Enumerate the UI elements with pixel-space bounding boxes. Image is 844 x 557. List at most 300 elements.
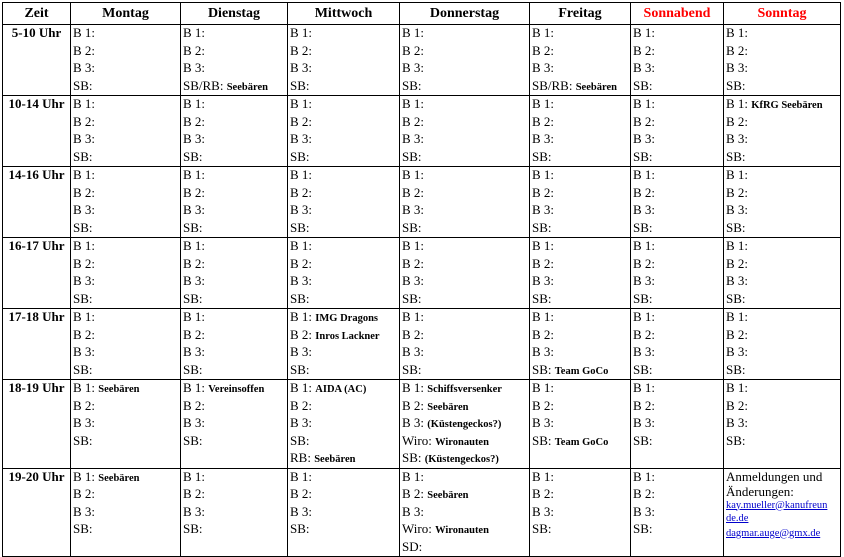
booking-slot (633, 273, 721, 291)
cell-dienstag (181, 468, 288, 557)
booking-slot (183, 149, 285, 167)
slot-label: B 2: (183, 326, 206, 342)
booking-slot (726, 415, 838, 433)
booking-slot (726, 185, 838, 203)
booking-slot (532, 398, 628, 416)
slot-label: B 3: (73, 273, 96, 288)
slot-label: B 2: (633, 326, 656, 342)
slot-label: SB: (290, 148, 310, 164)
booking-slot (633, 185, 721, 203)
slot-label: SB: (726, 432, 746, 448)
booking-slot (726, 131, 838, 149)
booking-slot (290, 78, 397, 96)
slot-label: B 3: (726, 202, 749, 217)
slot-label: B 2: (633, 397, 656, 413)
booking-slot (73, 114, 178, 132)
cell-freitag (530, 167, 631, 238)
slot-label: B 3: (532, 415, 555, 430)
booking-slot (402, 362, 527, 380)
slot-label: B 1: (183, 25, 206, 40)
header-row (3, 3, 841, 25)
slot-label: SB: (726, 290, 746, 306)
booking-slot (73, 433, 178, 451)
booking-slot (532, 380, 628, 398)
slot-label: SB: (183, 361, 203, 377)
slot-label: B 3: (402, 60, 425, 75)
booking-slot (73, 43, 178, 61)
slot-label: B 1: (633, 238, 656, 253)
booking-slot (402, 185, 527, 203)
slot-label: B 3: (532, 202, 555, 217)
cell-montag (71, 238, 181, 309)
cell-dienstag (181, 96, 288, 167)
slot-label: B 1: (73, 468, 96, 484)
slot-label: B 2: (402, 397, 425, 413)
booking-slot (73, 149, 178, 167)
slot-label: B 3: (402, 273, 425, 288)
booking-slot (73, 167, 178, 185)
booking-slot (402, 273, 527, 291)
slot-label: B 1: (402, 238, 425, 253)
slot-label: B 1: (532, 96, 555, 111)
slot-label: B 3: (183, 415, 206, 430)
slot-label: B 2: (73, 113, 96, 129)
cell-montag (71, 167, 181, 238)
booking-slot (183, 60, 285, 78)
cell-freitag (530, 309, 631, 380)
email-link-dagmar[interactable]: dagmar.auge@gmx.de (726, 527, 821, 539)
slot-label: B 2: (290, 184, 313, 200)
slot-label: B 3: (290, 131, 313, 146)
slot-club: Inros Lackner (315, 330, 380, 342)
booking-slot (183, 344, 285, 362)
cell-freitag (530, 468, 631, 557)
slot-club: Seebären (226, 81, 268, 93)
slot-label: SB: (633, 148, 653, 164)
booking-slot (290, 202, 397, 220)
slot-label: B 2: (290, 326, 313, 342)
booking-slot (633, 238, 721, 256)
cell-donnerstag (400, 25, 530, 96)
slot-label: B 2: (73, 326, 96, 342)
cell-montag (71, 468, 181, 557)
slot-label: SB: (532, 290, 552, 306)
booking-slot (633, 131, 721, 149)
booking-slot (402, 256, 527, 274)
cell-sonnabend (631, 25, 724, 96)
slot-label: B 3: (633, 344, 656, 359)
slot-label: B 2: (532, 326, 555, 342)
cell-freitag (530, 25, 631, 96)
slot-label: SB: (633, 219, 653, 235)
slot-label: SB: (532, 432, 552, 448)
cell-sonntag (724, 238, 841, 309)
slot-label: B 3: (532, 503, 555, 519)
booking-slot (633, 43, 721, 61)
booking-slot (532, 433, 628, 451)
slot-label: B 3: (290, 202, 313, 217)
slot-label: B 3: (726, 131, 749, 146)
slot-label: SB: (290, 432, 310, 448)
booking-slot (532, 60, 628, 78)
booking-slot (290, 114, 397, 132)
slot-label: Wiro: (402, 521, 432, 536)
cell-donnerstag (400, 238, 530, 309)
booking-slot (726, 43, 838, 61)
booking-slot (402, 380, 527, 398)
slot-label: B 2: (726, 42, 749, 58)
booking-slot (402, 344, 527, 362)
cell-donnerstag (400, 96, 530, 167)
notice-text: Anmeldungen und Änderungen: (726, 468, 823, 499)
booking-slot (726, 344, 838, 362)
slot-label: B 2: (402, 486, 425, 501)
slot-label: B 2: (402, 326, 425, 342)
slot-label: B 2: (532, 397, 555, 413)
slot-label: SB: (532, 219, 552, 235)
booking-slot (726, 60, 838, 78)
slot-label: B 3: (73, 202, 96, 217)
booking-slot (183, 291, 285, 309)
slot-label: B 2: (633, 42, 656, 58)
booking-slot (532, 238, 628, 256)
booking-slot (402, 327, 527, 345)
slot-label: B 2: (726, 326, 749, 342)
slot-label: SB: (402, 290, 422, 306)
slot-label: SB: (290, 521, 310, 536)
booking-slot (73, 78, 178, 96)
cell-sonntag-notice (724, 468, 841, 557)
slot-label: B 3: (73, 415, 96, 430)
slot-label: SB: (73, 432, 93, 448)
booking-slot (183, 469, 285, 487)
booking-slot (183, 167, 285, 185)
slot-label: B 1: (183, 380, 206, 395)
booking-slot (402, 238, 527, 256)
slot-label: SD: (402, 538, 423, 554)
booking-slot (402, 504, 527, 522)
slot-label: B 1: (402, 25, 425, 40)
slot-label: B 2: (532, 42, 555, 58)
booking-slot (183, 327, 285, 345)
time-slot-label: 18-19 Uhr (3, 380, 71, 469)
slot-label: B 3: (726, 415, 749, 430)
cell-freitag (530, 380, 631, 469)
booking-slot (532, 131, 628, 149)
booking-slot (726, 327, 838, 345)
booking-slot (532, 185, 628, 203)
booking-slot (183, 43, 285, 61)
schedule-row (3, 238, 841, 309)
booking-slot (532, 469, 628, 487)
slot-label: SB: (183, 521, 203, 536)
slot-label: SB/RB: (532, 77, 573, 93)
email-link-kay-part1[interactable]: kay.mueller@kanufreun (726, 499, 828, 511)
booking-slot (532, 362, 628, 380)
slot-label: B 1: (73, 380, 96, 395)
slot-label: B 1: (633, 380, 656, 395)
booking-slot (73, 238, 178, 256)
booking-slot (402, 433, 527, 451)
booking-slot (183, 220, 285, 238)
booking-slot (402, 398, 527, 416)
booking-slot (633, 25, 721, 43)
booking-slot (532, 504, 628, 522)
booking-slot (183, 256, 285, 274)
header-sonntag: Sonntag (724, 3, 841, 25)
booking-slot (73, 273, 178, 291)
booking-slot (402, 25, 527, 43)
cell-donnerstag (400, 167, 530, 238)
slot-label: B 1: (402, 309, 425, 324)
booking-slot (290, 344, 397, 362)
slot-label: B 1: (73, 25, 96, 40)
slot-label: SB: (726, 219, 746, 235)
slot-label: B 2: (402, 42, 425, 58)
booking-slot (402, 114, 527, 132)
slot-label: B 3: (73, 344, 96, 359)
slot-club: Team GoCo (554, 436, 609, 448)
booking-slot (73, 415, 178, 433)
slot-club: Seebären (575, 81, 617, 93)
header-mittwoch: Mittwoch (288, 3, 400, 25)
slot-label: B 2: (183, 42, 206, 58)
booking-slot (73, 504, 178, 522)
slot-label: B 3: (633, 503, 656, 519)
booking-slot (532, 486, 628, 504)
slot-label: B 2: (532, 486, 555, 501)
slot-label: B 3: (633, 60, 656, 75)
booking-slot (633, 521, 721, 539)
booking-slot (532, 291, 628, 309)
slot-label: B 3: (183, 131, 206, 146)
slot-label: B 2: (633, 184, 656, 200)
booking-slot (290, 486, 397, 504)
booking-slot (183, 131, 285, 149)
slot-label: B 2: (290, 42, 313, 58)
booking-slot (633, 202, 721, 220)
booking-slot (532, 202, 628, 220)
slot-label: B 1: (402, 380, 425, 395)
booking-slot (532, 220, 628, 238)
booking-slot (183, 114, 285, 132)
booking-slot (402, 450, 527, 468)
booking-slot (633, 256, 721, 274)
cell-mittwoch (288, 25, 400, 96)
header-freitag: Freitag (530, 3, 631, 25)
time-slot-label: 16-17 Uhr (3, 238, 71, 309)
header-zeit: Zeit (3, 3, 71, 25)
time-slot-label: 5-10 Uhr (3, 25, 71, 96)
booking-slot (290, 238, 397, 256)
booking-slot (183, 273, 285, 291)
cell-montag (71, 25, 181, 96)
slot-label: B 3: (290, 503, 313, 519)
cell-montag (71, 380, 181, 469)
schedule-row (3, 96, 841, 167)
slot-label: SB: (73, 148, 93, 164)
slot-label: B 2: (633, 255, 656, 271)
cell-mittwoch (288, 238, 400, 309)
booking-slot (183, 202, 285, 220)
slot-label: B 1: (633, 167, 656, 182)
cell-mittwoch (288, 380, 400, 469)
booking-slot (73, 327, 178, 345)
slot-label: SB: (633, 77, 653, 93)
booking-slot (73, 362, 178, 380)
booking-slot (73, 220, 178, 238)
slot-label: B 1: (73, 167, 96, 182)
slot-label: B 1: (402, 167, 425, 182)
cell-donnerstag (400, 380, 530, 469)
cell-sonnabend (631, 309, 724, 380)
booking-slot (183, 25, 285, 43)
slot-label: B 1: (183, 96, 206, 111)
slot-label: SB: (633, 361, 653, 377)
slot-club: IMG Dragons (315, 313, 379, 324)
booking-slot (183, 380, 285, 398)
time-slot-label: 17-18 Uhr (3, 309, 71, 380)
slot-label: B 1: (402, 468, 425, 484)
slot-label: B 1: (532, 238, 555, 253)
slot-label: B 2: (402, 113, 425, 129)
slot-label: B 1: (290, 167, 313, 182)
slot-label: B 2: (73, 397, 96, 413)
booking-slot (183, 433, 285, 451)
slot-label: B 3: (633, 273, 656, 288)
slot-label: B 1: (290, 309, 313, 324)
slot-label: SB: (290, 290, 310, 306)
slot-label: SB: (402, 77, 422, 93)
booking-slot (633, 114, 721, 132)
slot-label: B 3: (183, 503, 206, 519)
slot-label: SB: (73, 77, 93, 93)
time-slot-label: 14-16 Uhr (3, 167, 71, 238)
schedule-row (3, 25, 841, 96)
slot-label: B 2: (726, 255, 749, 271)
slot-label: SB: (290, 219, 310, 235)
booking-slot (633, 96, 721, 114)
booking-slot (290, 185, 397, 203)
booking-slot (532, 309, 628, 327)
booking-slot (73, 25, 178, 43)
slot-label: B 3: (402, 131, 425, 146)
slot-label: B 1: (73, 238, 96, 253)
slot-label: SB: (402, 361, 422, 377)
slot-label: B 3: (73, 131, 96, 146)
booking-slot (532, 96, 628, 114)
slot-label: B 3: (532, 60, 555, 75)
slot-label: B 1: (633, 309, 656, 324)
booking-slot (73, 291, 178, 309)
booking-slot (532, 78, 628, 96)
booking-slot (183, 398, 285, 416)
slot-label: B 1: (633, 468, 656, 484)
booking-slot (726, 273, 838, 291)
booking-slot (290, 273, 397, 291)
slot-label: B 2: (183, 255, 206, 271)
cell-mittwoch (288, 96, 400, 167)
slot-label: SB: (402, 450, 422, 465)
slot-label: SB: (633, 290, 653, 306)
slot-label: B 2: (726, 397, 749, 413)
header-dienstag: Dienstag (181, 3, 288, 25)
slot-label: B 2: (73, 42, 96, 58)
slot-label: B 2: (290, 397, 313, 413)
slot-label: B 1: (726, 380, 749, 395)
booking-slot (290, 521, 397, 539)
booking-slot (290, 256, 397, 274)
slot-label: B 3: (726, 60, 749, 75)
booking-slot (290, 25, 397, 43)
booking-slot (726, 398, 838, 416)
booking-slot (633, 380, 721, 398)
slot-label: B 3: (633, 415, 656, 430)
slot-label: SB: (726, 361, 746, 377)
booking-slot (726, 309, 838, 327)
slot-label: B 1: (633, 25, 656, 40)
cell-mittwoch (288, 167, 400, 238)
booking-slot (402, 202, 527, 220)
booking-slot (726, 362, 838, 380)
booking-slot (290, 167, 397, 185)
booking-slot (726, 78, 838, 96)
slot-label: B 2: (73, 184, 96, 200)
booking-slot (532, 149, 628, 167)
slot-label: B 3: (402, 202, 425, 217)
slot-label: B 2: (290, 486, 313, 501)
booking-slot (290, 362, 397, 380)
booking-slot (290, 131, 397, 149)
booking-slot (73, 256, 178, 274)
slot-label: B 1: (726, 96, 749, 111)
booking-slot (402, 78, 527, 96)
booking-slot (532, 415, 628, 433)
slot-club: KfRG Seebären (751, 100, 823, 111)
cell-sonnabend (631, 380, 724, 469)
booking-slot (402, 469, 527, 487)
cell-donnerstag (400, 309, 530, 380)
header-donnerstag: Donnerstag (400, 3, 530, 25)
booking-slot (726, 291, 838, 309)
booking-slot (402, 521, 527, 539)
booking-slot (73, 380, 178, 398)
slot-label: B 3: (73, 503, 96, 519)
email-link-kay[interactable] (726, 499, 838, 525)
slot-label: B 1: (183, 238, 206, 253)
booking-slot (73, 202, 178, 220)
slot-label: B 1: (726, 309, 749, 324)
booking-slot (633, 78, 721, 96)
booking-slot (290, 380, 397, 398)
cell-mittwoch (288, 468, 400, 557)
booking-slot (402, 539, 527, 557)
booking-slot (402, 415, 527, 433)
booking-slot (633, 398, 721, 416)
email-link-kay-part2[interactable]: de.de (726, 512, 749, 524)
booking-slot (726, 433, 838, 451)
booking-slot (402, 291, 527, 309)
slot-club: Wironauten (435, 525, 489, 536)
booking-slot (726, 149, 838, 167)
slot-label: B 3: (633, 202, 656, 217)
slot-label: B 3: (290, 273, 313, 288)
booking-slot (726, 96, 838, 114)
slot-label: B 2: (290, 113, 313, 129)
booking-slot (183, 238, 285, 256)
booking-slot (73, 469, 178, 487)
cell-dienstag (181, 238, 288, 309)
